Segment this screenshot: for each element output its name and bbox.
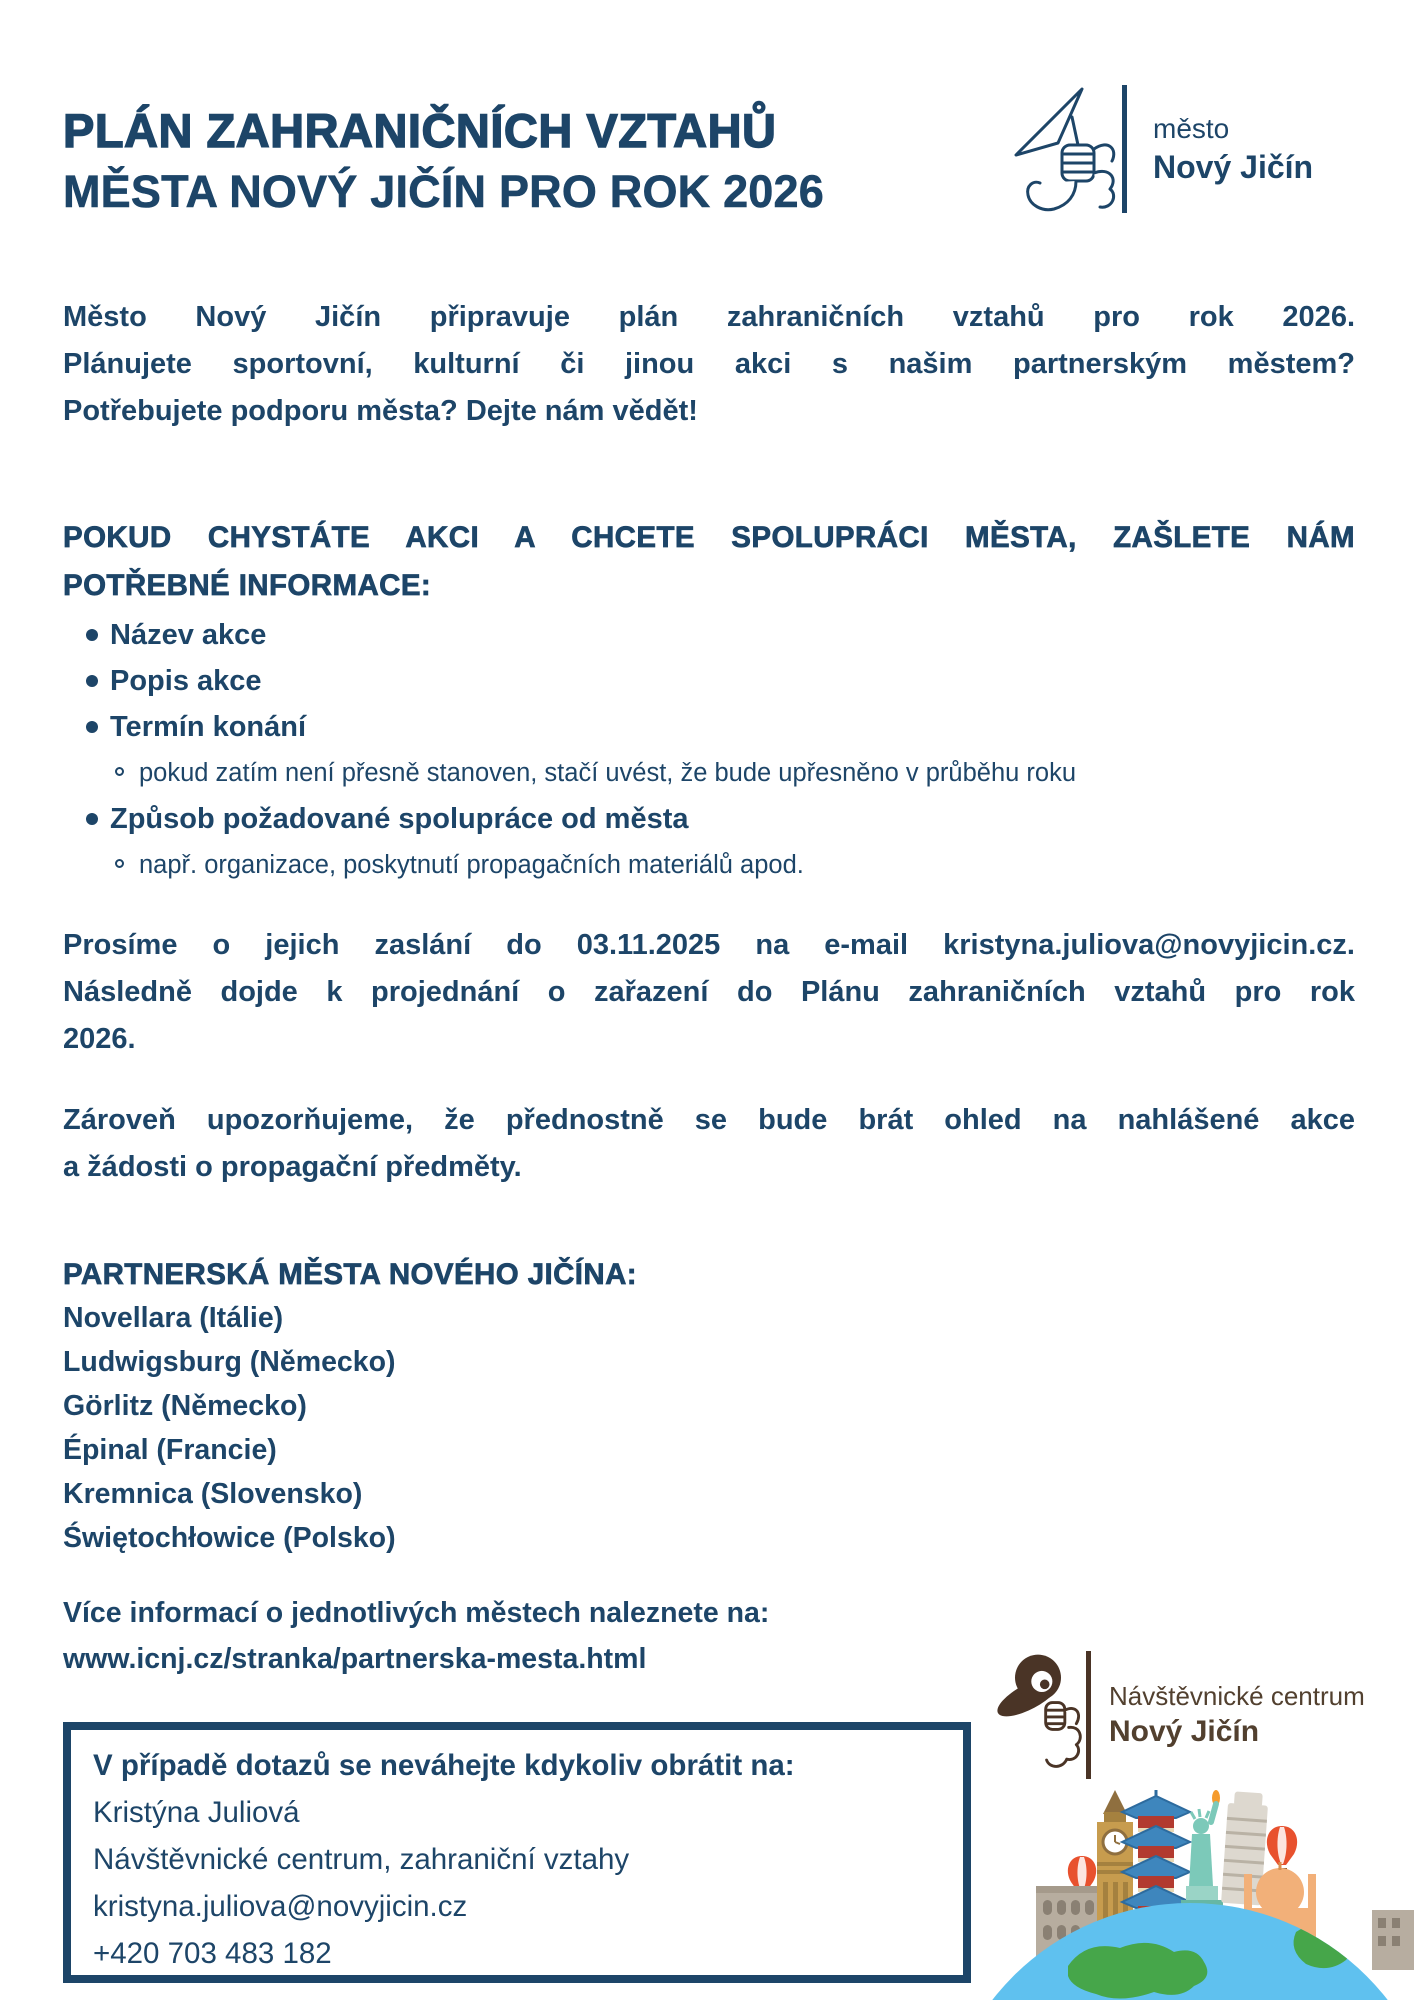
intro-line: Město Nový Jičín připravuje plán zahraničních vztahů pro rok 2026.: [63, 301, 1355, 333]
more-info-label: Více informací o jednotlivých městech naleznete na:: [63, 1597, 770, 1629]
contact-box: [63, 1722, 971, 1983]
hand-raising-hat-icon: [992, 1640, 1084, 1790]
globe-icon: [940, 1903, 1414, 2000]
visitor-logo-prefix: Návštěvnické centrum: [1109, 1681, 1365, 1711]
info-item-note: pokud zatím není přesně stanoven, stačí uvést, že bude upřesněno v průběhu roku: [139, 759, 1077, 787]
list-item: [63, 658, 1355, 704]
bullet-dot-icon: [86, 813, 98, 825]
info-item-label: Název akce: [110, 619, 267, 651]
info-item-label: Způsob požadované spolupráce od města: [110, 803, 689, 835]
contact-heading: V případě dotazů se neváhejte kdykoliv obrátit na:: [93, 1749, 795, 1782]
info-request-heading-line: POTŘEBNÉ INFORMACE:: [63, 569, 432, 602]
intro-paragraph: [63, 294, 1355, 435]
hot-air-balloon-icon: [1267, 1826, 1297, 1875]
city-logo: [1006, 82, 1313, 216]
bullet-dot-icon: [86, 629, 98, 641]
list-item: [63, 796, 1355, 842]
partner-city: Kremnica (Slovensko): [63, 1478, 363, 1510]
bullet-dot-icon: [86, 675, 98, 687]
partner-city: Épinal (Francie): [63, 1434, 277, 1466]
intro-line: Plánujete sportovní, kulturní či jinou akci s našim partnerským městem?: [63, 348, 1355, 380]
bullet-circle-icon: [115, 767, 124, 776]
contact-phone: +420 703 483 182: [93, 1937, 332, 1970]
submission-line: 2026.: [63, 1023, 136, 1055]
info-item-label: Termín konání: [110, 711, 307, 743]
arm-holding-arrow-icon: [1006, 82, 1118, 216]
priority-line: Zároveň upozorňujeme, že přednostně se bude brát ohled na nahlášené akce: [63, 1104, 1355, 1136]
partner-cities-heading: PARTNERSKÁ MĚSTA NOVÉHO JIČÍNA:: [63, 1258, 638, 1291]
list-subitem: [63, 750, 1355, 796]
page-title: [63, 100, 824, 222]
contact-email: kristyna.juliova@novyjicin.cz: [93, 1890, 468, 1923]
partner-city: Görlitz (Německo): [63, 1390, 307, 1422]
contact-department: Návštěvnické centrum, zahraniční vztahy: [93, 1843, 630, 1876]
list-item: [63, 704, 1355, 750]
list-subitem: [63, 842, 1355, 888]
visitor-centre-logo: [992, 1640, 1365, 1790]
intro-line: Potřebujete podporu města? Dejte nám vědět!: [63, 395, 698, 427]
info-request-heading-line: POKUD CHYSTÁTE AKCI A CHCETE SPOLUPRÁCI MĚSTA, ZAŠLETE NÁM: [63, 521, 1355, 554]
partner-cities-list: [63, 1296, 396, 1560]
page-title-line2: MĚSTA NOVÝ JIČÍN PRO ROK 2026: [63, 166, 824, 217]
submission-paragraph: [63, 922, 1355, 1063]
partner-city: Novellara (Itálie): [63, 1302, 284, 1334]
list-item: [63, 612, 1355, 658]
info-item-note: např. organizace, poskytnutí propagačních materiálů apod.: [139, 851, 804, 879]
bullet-dot-icon: [86, 721, 98, 733]
priority-paragraph: [63, 1097, 1355, 1191]
statue-of-liberty-icon: [1181, 1790, 1223, 1918]
info-item-label: Popis akce: [110, 665, 262, 697]
city-logo-name: Nový Jičín: [1153, 149, 1314, 185]
bullet-circle-icon: [115, 859, 124, 868]
partner-city: Świętochłowice (Polsko): [63, 1522, 396, 1554]
visitor-logo-name: Nový Jičín: [1109, 1715, 1260, 1748]
submission-line: Prosíme o jejich zaslání do 03.11.2025 na e-mail kristyna.juliova@novyjicin.cz.: [63, 929, 1355, 961]
contact-name: Kristýna Juliová: [93, 1796, 300, 1829]
page-title-line1: PLÁN ZAHRANIČNÍCH VZTAHŮ: [63, 104, 777, 157]
priority-line: a žádosti o propagační předměty.: [63, 1151, 522, 1183]
more-info: [63, 1590, 769, 1682]
more-info-url: www.icnj.cz/stranka/partnerska-mesta.html: [63, 1643, 647, 1675]
city-logo-prefix: město: [1153, 113, 1230, 144]
partner-city: Ludwigsburg (Německo): [63, 1346, 396, 1378]
building-icon: [1372, 1910, 1414, 1970]
info-request-list: [63, 612, 1355, 888]
submission-line: Následně dojde k projednání o zařazení do Plánu zahraničních vztahů pro rok: [63, 976, 1355, 1008]
info-request-heading: [63, 514, 1355, 610]
